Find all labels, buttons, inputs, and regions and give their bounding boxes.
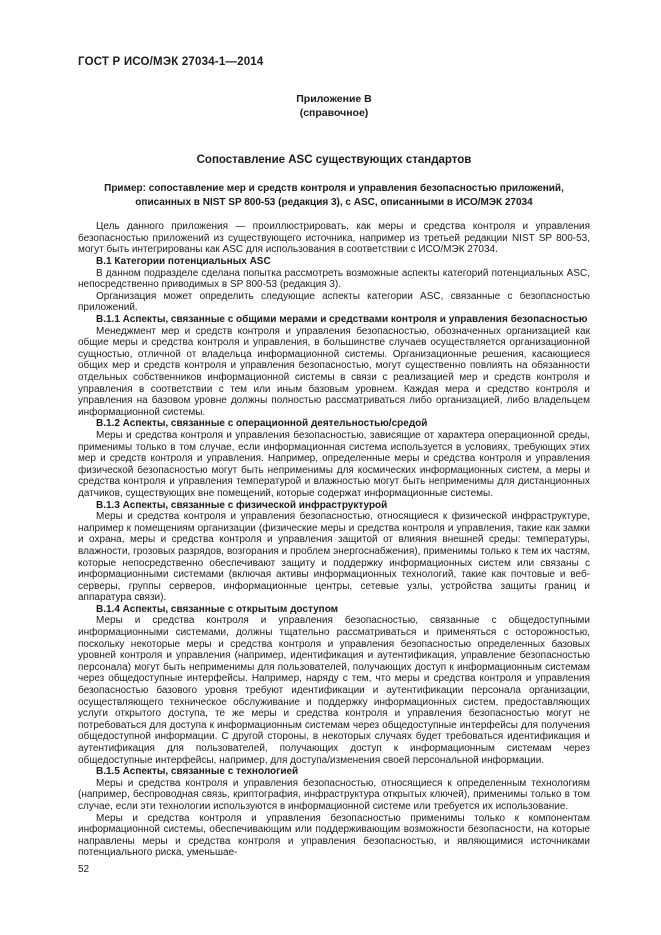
annex-header (78, 93, 590, 120)
body-paragraph: Организация может определить следующие аспекты категории ASC, связанные с безопасностью приложений. (78, 290, 590, 314)
annex-title: Приложение В (296, 93, 372, 105)
section-heading: В.1.2 Аспекты, связанные с операционной деятельностью/средой (96, 418, 428, 430)
example-heading: Пример: сопоставление мер и средств контроля и управления безопасностью приложений, описанных в NIST SP 800-53 (редакция 3), с ASC, описанными в ИСО/МЭК 27034 (104, 183, 564, 208)
document-content (78, 221, 590, 859)
page-number: 52 (78, 863, 90, 875)
annex-type: (справочное) (299, 106, 369, 119)
section-heading: В.1.5 Аспекты, связанные с технологией (96, 766, 299, 778)
section-heading: В.1.3 Аспекты, связанные с физической инфраструктурой (96, 499, 388, 511)
section-heading: В.1.1 Аспекты, связанные с общими мерами и средствами контроля и управления безопасностью (96, 314, 588, 326)
body-paragraph: Меры и средства контроля и управления безопасностью, относящиеся к определенным технологиям (например, беспроводная связь, криптография, инфраструктура открытых ключей), применимы только в том случае, если эти технологии используются в информационной системе или требуется их использование. (78, 777, 590, 812)
body-paragraph: Меры и средства контроля и управления безопасностью, относящиеся к физической инфраструктуре, например к помещениям организации (физические меры и средства контроля и управления, такие как замки и охрана, меры и средства контроля и управления защитой от влияния внешней среды: температуры, влажности, грозовых разрядов, возгорания и проблем энергоснабжения), применимы только к тем их частям, которые непосредственно обеспечивают защиту и поддержку информационных систем или связаны с информационными системами (включая активы информационных технологий, такие как почтовые и веб-серверы, группы серверов, информационные центры, сетевые узлы, устройства защиты границ и аппаратура связи). (78, 511, 590, 604)
body-paragraph: Меры и средства контроля и управления безопасностью применимы только к компонентам информационной системы, обеспечивающим или поддерживающим возможности безопасности, на которые направлены меры и средства контроля и управления безопасностью, и являющимися источниками потенциального риска, уменьшае- (78, 812, 590, 859)
section-heading: В.1.4 Аспекты, связанные с открытым доступом (96, 603, 339, 615)
body-paragraph: Менеджмент мер и средств контроля и управления безопасностью, обозначенных организацией как общие меры и средства контроля и управления, в большинстве случаев осуществляется организационной сущностью, отличной от владельца информационной системы. Организационные решения, касающиеся общих мер и средств контроля и управления безопасностью, могут существенно повлиять на обязанности отдельных собственников информационной системы в связи с реализацией мер и средств контроля и управления в соответствии с тем или иным базовым уровнем. Каждая мера и средство контроля и управления на базовом уровне должны полностью рассматриваться либо организацией, либо владельцем информационной системы. (78, 325, 590, 418)
section-heading: В.1 Категории потенциальных ASC (96, 256, 271, 268)
document-number: ГОСТ Р ИСО/МЭК 27034-1—2014 (78, 56, 264, 68)
body-paragraph: Меры и средства контроля и управления безопасностью, зависящие от характера операционной среды, применимы только в том случае, если информационная система используется в условиях, требующих этих мер и средств контроля и управления. Например, определенные меры и средства контроля и управления физической безопасностью могут быть неприменимы для космических информационных систем, а меры и средства контроля и управления температурой и влажностью могут быть неприменимы для дистанционных датчиков, существующих вне помещений, которые содержат информационные системы. (78, 429, 590, 499)
body-paragraph: Меры и средства контроля и управления безопасностью, связанные с общедоступными информационными системами, должны тщательно рассматриваться и применяться с осторожностью, поскольку некоторые меры и средства контроля и управления безопасностью определенных базовых уровней контроля и управления (например, идентификация и аутентификация, управление безопасностью персонала) могут быть неприменимы для пользователей, получающих доступ к информационным системам через общедоступные интерфейсы. Например, наряду с тем, что меры и средства контроля и управления безопасностью базового уровня требуют идентификации и аутентификации персонала организации, осуществляющего техническое обслуживание и поддержку информационных систем, предоставляющих услуги открытого доступа, те же меры и средства контроля и управления безопасностью могут не потребоваться для доступа к информационным системам через общедоступные интерфейсы для получения общедоступной информации. С другой стороны, в некоторых случаях будет требоваться идентификация и аутентификация для пользователей, получающих доступ к информационным системам через общедоступные интерфейсы, например, для доступа/изменения своей персональной информации. (78, 615, 590, 766)
body-paragraph: Цель данного приложения — проиллюстрировать, как меры и средства контроля и управления безопасностью приложений из существующего источника, например из третьей редакции NIST SP 800-53, могут быть интегрированы как ASC для использования в соответствии с ИСО/МЭК 27034. (78, 221, 590, 256)
body-paragraph: В данном подразделе сделана попытка рассмотреть возможные аспекты категорий потенциальных ASC, непосредственно приводимых в SP 800-53 (редакция 3). (78, 267, 590, 291)
section-title: Сопоставление ASC существующих стандартов (196, 154, 472, 167)
